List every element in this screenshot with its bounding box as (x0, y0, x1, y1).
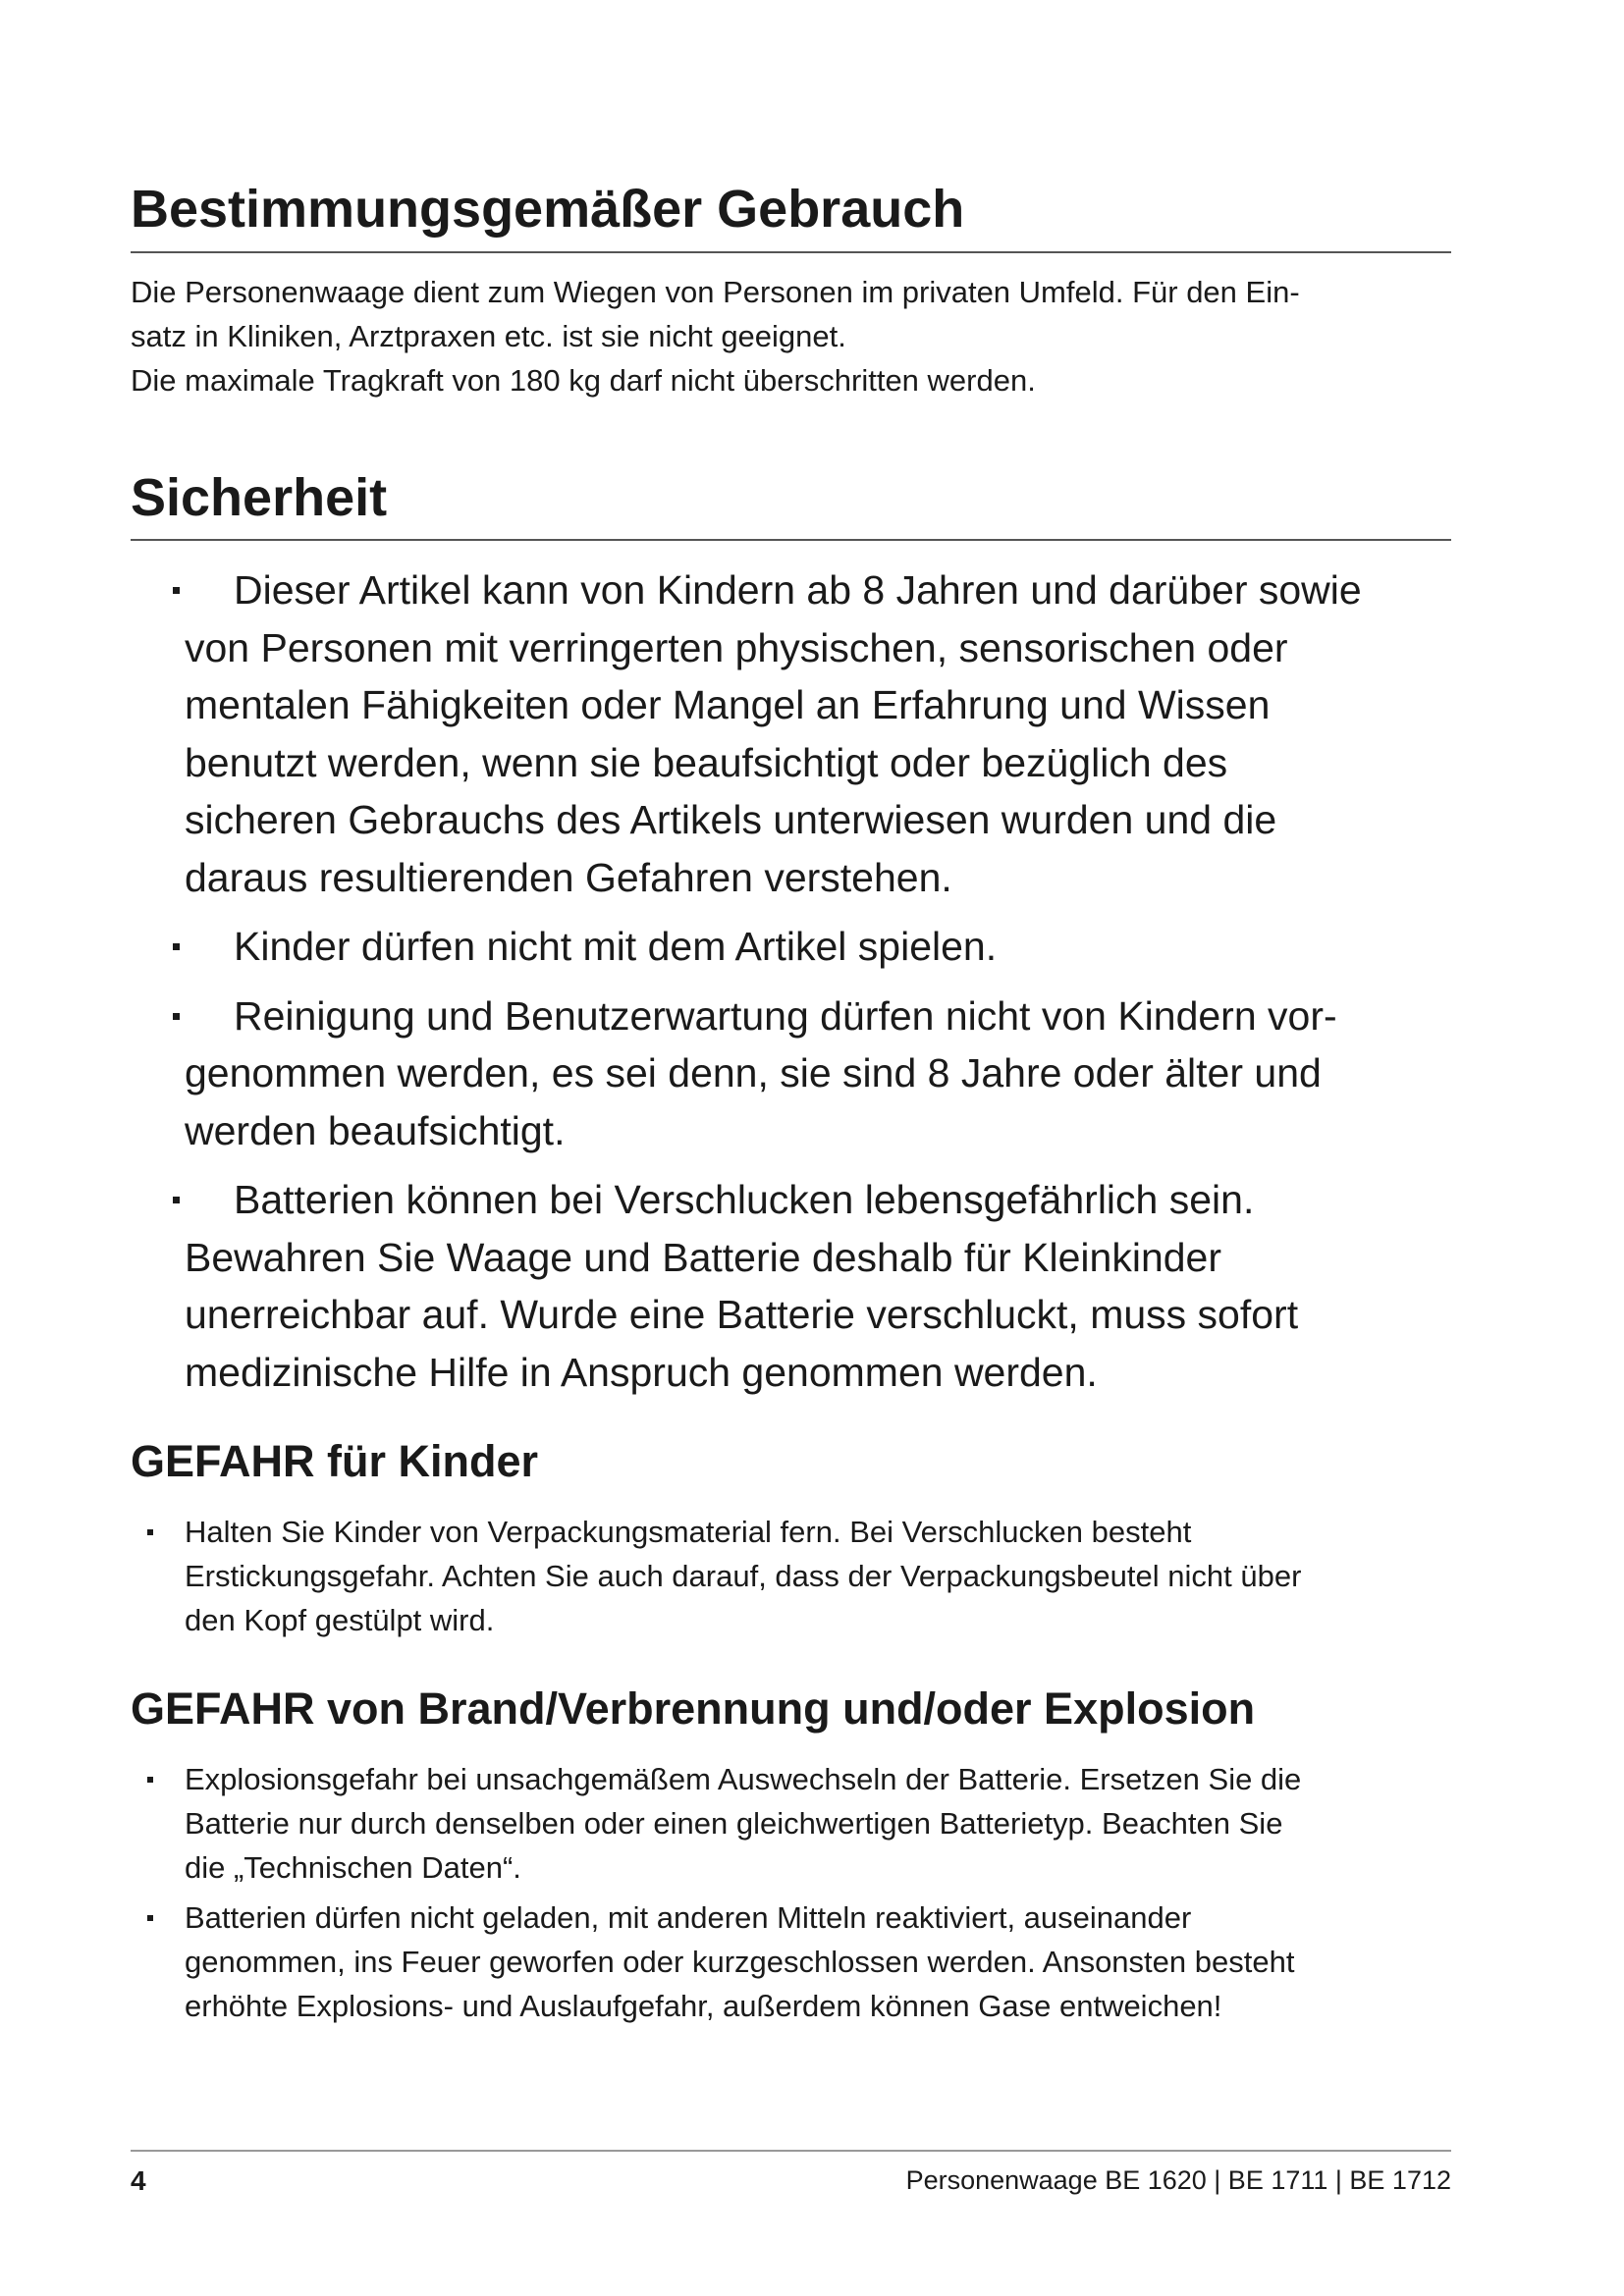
bullet-square-icon (173, 943, 180, 950)
subsection-title-kinder: GEFAHR für Kinder (131, 1436, 539, 1486)
sicherheit-list (131, 561, 1486, 1413)
gebrauch-paragraph (131, 270, 1451, 402)
subsection-title-brand: GEFAHR von Brand/Verbrennung und/oder Explosion (131, 1683, 1256, 1734)
gebrauch-line: satz in Kliniken, Arztpraxen etc. ist sie nicht geeignet. (131, 319, 846, 353)
gebrauch-line: Die maximale Tragkraft von 180 kg darf nicht überschritten werden. (131, 363, 1036, 398)
bullet-square-icon (173, 1197, 180, 1203)
footer-product-name: Personenwaage BE 1620 | BE 1711 | BE 1712 (905, 2165, 1451, 2195)
list-item: Reinigung und Benutzerwartung dürfen nicht von Kindern vor- genommen werden, es sei denn, sie sind 8 Jahre oder älter und werden beaufsichtigt. (131, 988, 1486, 1160)
page-number: 4 (131, 2165, 146, 2196)
bullet-square-icon (147, 1777, 153, 1783)
gebrauch-line: Die Personenwaage dient zum Wiegen von Personen im privaten Umfeld. Für den Ein- (131, 275, 1300, 309)
list-item: Batterien können bei Verschlucken lebensgefährlich sein. Bewahren Sie Waage und Batterie deshalb für Kleinkinder unerreichbar auf. Wurde eine Batterie verschluckt, muss sofort medizinische Hilfe in Anspruch genommen werden. (131, 1171, 1486, 1401)
list-item: Halten Sie Kinder von Verpackungsmaterial fern. Bei Verschlucken besteht Erstickungsgefahr. Achten Sie auch darauf, dass der Verpackungsbeutel nicht über den Kopf gestülpt wird. (131, 1510, 1451, 1642)
bullet-square-icon (173, 1013, 180, 1020)
bullet-square-icon (147, 1529, 153, 1535)
brand-list (131, 1757, 1451, 2034)
kinder-list (131, 1510, 1451, 1648)
section-title-gebrauch: Bestimmungsgemäßer Gebrauch (131, 180, 965, 239)
section-title-sicherheit: Sicherheit (131, 468, 388, 527)
manual-page (131, 0, 1451, 2296)
list-item: Batterien dürfen nicht geladen, mit anderen Mitteln reaktiviert, auseinander genommen, ins Feuer geworfen oder kurzgeschlossen werden. Ansonsten besteht erhöhte Explosions- und Auslaufgefahr, außerdem können Gase entweichen! (131, 1896, 1451, 2028)
list-item: Explosionsgefahr bei unsachgemäßem Auswechseln der Batterie. Ersetzen Sie die Batterie nur durch denselben oder einen gleichwertigen Batterietyp. Beachten Sie die „Technischen Daten“. (131, 1757, 1451, 1890)
bullet-square-icon (173, 587, 180, 594)
section-rule-sicherheit (131, 539, 1451, 541)
bullet-square-icon (147, 1915, 153, 1921)
list-item: Dieser Artikel kann von Kindern ab 8 Jahren und darüber sowie von Personen mit verringerten physischen, sensorischen oder mentalen Fähigkeiten oder Mangel an Erfahrung und Wissen benutzt werden, wenn sie beaufsichtigt oder bezüglich des sicheren Gebrauchs des Artikels unterwiesen wurden und die daraus resultierenden Gefahren verstehen. (131, 561, 1486, 906)
list-item: Kinder dürfen nicht mit dem Artikel spielen. (131, 918, 1486, 976)
section-rule-gebrauch (131, 251, 1451, 253)
footer-rule (131, 2150, 1451, 2152)
